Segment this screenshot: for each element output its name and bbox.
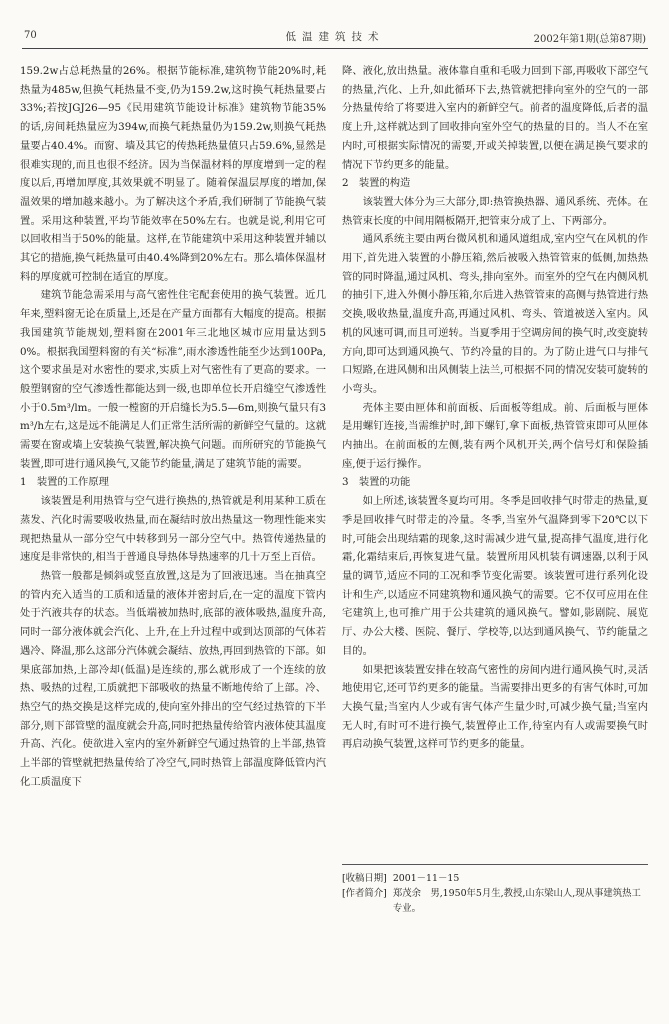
author-label: [作者简介] [342,888,387,899]
paragraph: 如果把该装置安排在较高气密性的房间内进行通风换气时,灵活地使用它,还可节约更多的能量。当需要排出更多的有害气体时,可加大换气量;当室内人少或有害气体产生量少时,可减少换气量;当室内无人时,有时可不进行换气,装置停止工作,待室内有人或需要换气时再启动换气装置,这样可节约更多的能量。 [342,663,648,751]
paragraph: 壳体主要由匣体和前面板、后面板等组成。前、后面板与匣体是用螺钉连接,当需维护时,卸下螺钉,拿下面板,热管管束即可从匣体内抽出。在前面板的左侧,装有两个风机开关,两个信号灯和保险插座,便于运行操作。 [342,401,648,470]
author-value: 郑茂余 男,1950年5月生,教授,山东梁山人,现从事建筑热工专业。 [392,888,641,914]
paragraph: 建筑节能急需采用与高气密性住宅配套使用的换气装置。近几年来,塑料窗无论在质量上,还是在产量方面都有大幅度的提高。根据我国建筑节能规划,塑料窗在2001年三北地区城市应用量达到50%。根据我国塑料窗的有关“标准”,雨水渗透性能至少达到100Pa,这个要求虽是对水密性的要求,实质上对气密性有了更高的要求。一般塑钢窗的空气渗透性都能达到一级,也即单位长开启缝空气渗透性小于0.5m³/lm。一般一樘窗的开启缝长为5.5—6m,则换气量只有3m³/h左右,这是远不能满足人们正常生活所需的新鲜空气量的。这就需要在窗或墙上安装换气装置,解决换气问题。而所研究的节能换气装置,即可进行通风换气,又能节约能量,满足了建筑节能的需要。 [20,289,326,470]
left-column [20,62,326,791]
page-number: 70 [24,30,37,41]
received-value: 2001－11－15 [392,873,460,884]
section-heading: 2 装置的构造 [342,177,411,190]
issue-info: 2002年第1期(总第87期) [533,34,646,45]
journal-title: 低温建筑技术 [285,31,385,43]
paragraph: 如上所述,该装置冬夏均可用。冬季是回收排气时带走的热量,夏季是回收排气时带走的冷量。冬季,当室外气温降到零下20℃以下时,可能会出现结霜的现象,这时需减少进气量,提高排气温度,进行化霜,化霜结束后,再恢复进气量。装置所用风机装有调速器,以利于风量的调节,适应不同的工况和季节变化需要。该装置可进行系列化设计和生产,以适应不同建筑物和通风换气的需要。它不仅可应用在住宅建筑上,也可推广用于公共建筑的通风换气。譬如,影剧院、展览厅、办公大楼、医院、餐厅、学校等,以达到通风换气、节约能量之目的。 [342,495,648,657]
footnote [342,864,648,916]
paragraph: 热管一般都是倾斜或竖直放置,这是为了回液迅速。当在抽真空的管内充入适当的工质和适量的液体并密封后,在一定的温度下管内处于汽液共存的状态。当低端被加热时,底部的液体吸热,温度升高,同时一部分液体就会汽化、上升,在上升过程中或到达顶部的气体若遇冷、降温,那么这部分汽体就会凝结、放热,再回到热管的下部。如果底部加热,上部冷却(低温)是连续的,那么就形成了一个连续的放热、吸热的过程,工质就把下部吸收的热量不断地传给了上部。冷、热空气的热交换是这样完成的,使向室外排出的空气经过热管的下半部分,则下部管壁的温度就会升高,同时把热量传给管内液体使其温度升高、汽化。使欲进入室内的室外新鲜空气通过热管的上半部,热管上半部的管壁就把热量传给了冷空气,同时热管上部温度降低管内汽化工质温度下 [20,569,326,788]
paragraph: 该装置是利用热管与空气进行换热的,热管就是利用某种工质在蒸发、汽化时需要吸收热量,而在凝结时放出热量这一物理性能来实现把热量从一部分空气中转移到另一部分空气中。热管传递热量的速度是非常快的,相当于普通良导热体导热速率的几十万至上百倍。 [20,495,326,564]
paragraph: 该装置大体分为三大部分,即:热管换热器、通风系统、壳体。在热管束长度的中间用隔板隔开,把管束分成了上、下两部分。 [342,195,648,227]
author-info [342,886,648,916]
received-date [342,871,648,886]
right-column [342,62,648,754]
received-label: [收稿日期] [342,873,387,884]
paragraph: 降、液化,放出热量。液体靠自重和毛吸力回到下部,再吸收下部空气的热量,汽化、上升,如此循环下去,热管就把排向室外的空气的一部分热量传给了将要进入室内的新鲜空气。前者的温度降低,后者的温度上升,这样就达到了回收排向室外空气的热量的目的。当人不在室内时,可根据实际情况的需要,开或关掉装置,以便在满足换气要求的情况下节约更多的能量。 [342,65,648,171]
paragraph: 通风系统主要由两台微风机和通风道组成,室内空气在风机的作用下,首先进入装置的小静压箱,然后被吸入热管管束的低侧,加热热管的同时降温,通过风机、弯头,排向室外。而室外的空气在内侧风机的抽引下,进入外侧小静压箱,尔后进入热管管束的高侧与热管进行热交换,吸收热量,温度升高,再通过风机、弯头、管道被送入室内。风机的风速可调,而且可逆转。当夏季用于空调房间的换气时,改变旋转方向,即可达到通风换气、节约冷量的目的。为了防止进气口与排气口短路,在进风侧和出风侧装上法兰,可根据不同的情况安装可旋转的小弯头。 [342,233,648,395]
paragraph: 159.2w占总耗热量的26%。根据节能标准,建筑物节能20%时,耗热量为485w,但换气耗热量不变,仍为159.2w,这时换气耗热量要占33%;若按JGJ26—95《民用建筑节能设计标准》建筑物节能35%的话,房间耗热量应为394w,而换气耗热量仍为159.2w,则换气耗热量要占40.4%。而窗、墙及其它的传热耗热量值只占59.6%,显然是很难实现的,而且也很不经济。因为当保温材料的厚度增到一定的程度以后,再增加厚度,其效果就不明显了。随着保温层厚度的增加,保温效果的增加越来越小。为了解决这个矛盾,我们研制了节能换气装置。采用这种装置,平均节能效率在50%左右。也就是说,利用它可以回收相当于50%的能量。这样,在节能建筑中采用这种装置并辅以其它的措施,换气耗热量可由40.4%降到20%左右。那么墙体保温材料的厚度就可控制在适宜的厚度。 [20,65,326,283]
header-rule [22,48,648,49]
running-header [24,28,646,44]
section-heading: 1 装置的工作原理 [20,476,109,489]
section-heading: 3 装置的功能 [342,476,411,489]
